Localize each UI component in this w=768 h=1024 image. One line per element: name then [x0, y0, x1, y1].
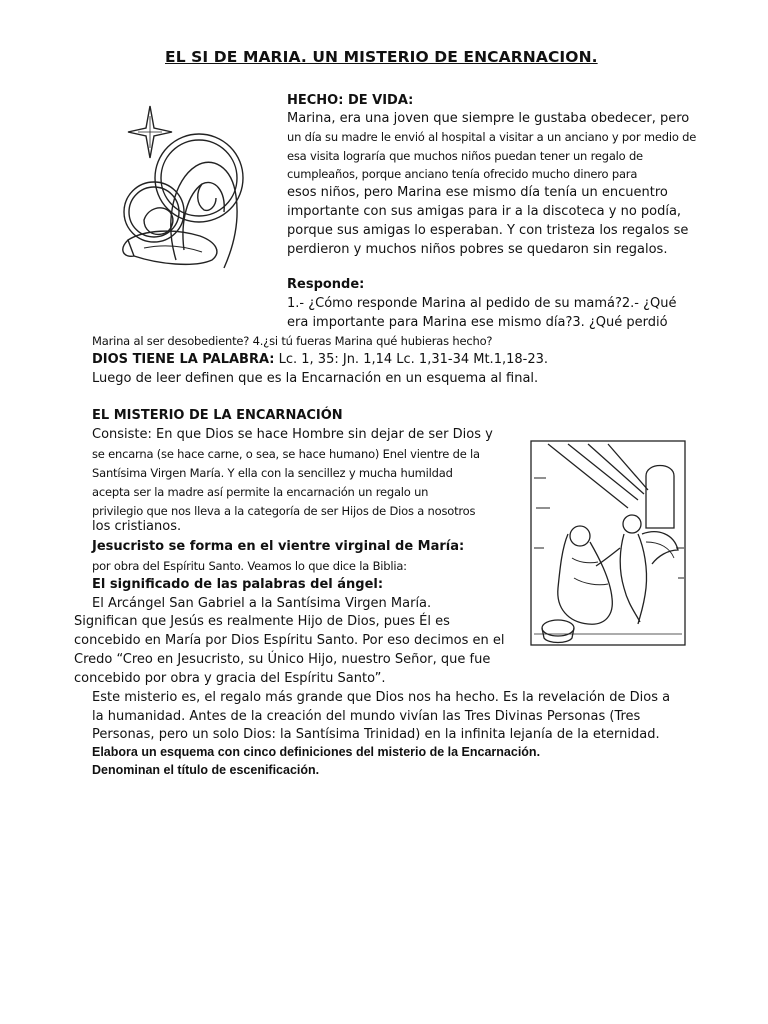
hecho-heading: HECHO: DE VIDA: — [287, 93, 414, 108]
angel-line: Significan que Jesús es realmente Hijo de Dios, pues Él es — [74, 614, 450, 629]
hecho-line: esa visita lograría que muchos niños puedan tener un regalo de — [287, 149, 643, 163]
task-line: Denominan el título de escenificación. — [92, 763, 320, 777]
hecho-line: Marina, era una joven que siempre le gustaba obedecer, pero — [287, 111, 690, 126]
misterio-line: los cristianos. — [92, 519, 182, 534]
responde-line: era importante para Marina ese mismo día?3. ¿Qué perdió — [287, 315, 668, 330]
hecho-line: cumpleaños, porque anciano tenía ofrecido mucho dinero para — [287, 167, 638, 181]
angel-line: El Arcángel San Gabriel a la Santísima Virgen María. — [92, 596, 432, 611]
hecho-line: esos niños, pero Marina ese mismo día tenía un encuentro — [287, 185, 668, 200]
angel-line: Personas, pero un solo Dios: la Santísima Trinidad) en la infinita lejanía de la eternidad. — [92, 727, 660, 742]
hecho-line: perdieron y muchos niños pobres se quedaron sin regalos. — [287, 242, 668, 257]
angel-line: concebido por obra y gracia del Espíritu Santo”. — [74, 671, 386, 686]
responde-heading: Responde: — [287, 277, 365, 292]
jesus-heading: Jesucristo se forma en el vientre virginal de María: — [92, 539, 465, 554]
angel-line: Credo “Creo en Jesucristo, su Único Hijo, nuestro Señor, que fue — [74, 652, 491, 667]
task-line: Elabora un esquema con cinco definiciones del misterio de la Encarnación. — [92, 745, 541, 759]
palabra-refs: Lc. 1, 35: Jn. 1,14 Lc. 1,31-34 Mt.1,18-23. — [274, 352, 548, 367]
angel-line: la humanidad. Antes de la creación del mundo vivían las Tres Divinas Personas (Tres — [92, 709, 641, 724]
misterio-line: privilegio que nos lleva a la categoría de ser Hijos de Dios a nosotros — [92, 504, 476, 518]
madonna-and-child-illustration — [104, 100, 264, 270]
hecho-line: importante con sus amigas para ir a la discoteca y no podía, — [287, 204, 682, 219]
palabra-label: DIOS TIENE LA PALABRA: — [92, 352, 275, 367]
hecho-line: porque sus amigas lo esperaban. Y con tristeza los regalos se — [287, 223, 689, 238]
palabra-line — [92, 351, 548, 369]
responde-line: 1.- ¿Cómo responde Marina al pedido de su mamá?2.- ¿Qué — [287, 296, 677, 311]
page-title: EL SI DE MARIA. UN MISTERIO DE ENCARNACION. — [165, 48, 598, 66]
jesus-line: por obra del Espíritu Santo. Veamos lo que dice la Biblia: — [92, 559, 407, 573]
misterio-line: Consiste: En que Dios se hace Hombre sin dejar de ser Dios y — [92, 427, 493, 442]
angel-heading: El significado de las palabras del ángel: — [92, 577, 384, 592]
misterio-line: Santísima Virgen María. Y ella con la sencillez y mucha humildad — [92, 466, 453, 480]
hecho-line: un día su madre le envió al hospital a visitar a un anciano y por medio de — [287, 130, 697, 144]
annunciation-illustration — [528, 438, 688, 650]
angel-line: concebido en María por Dios Espíritu Santo. Por eso decimos en el — [74, 633, 505, 648]
angel-line: Este misterio es, el regalo más grande que Dios nos ha hecho. Es la revelación de Dios a — [92, 690, 671, 705]
misterio-line: se encarna (se hace carne, o sea, se hace humano) Enel vientre de la — [92, 447, 480, 461]
responde-line: Marina al ser desobediente? 4.¿si tú fueras Marina qué hubieras hecho? — [92, 334, 493, 348]
misterio-line: acepta ser la madre así permite la encarnación un regalo un — [92, 485, 429, 499]
misterio-heading: EL MISTERIO DE LA ENCARNACIÓN — [92, 408, 343, 423]
palabra-instruction: Luego de leer definen que es la Encarnación en un esquema al final. — [92, 371, 539, 386]
